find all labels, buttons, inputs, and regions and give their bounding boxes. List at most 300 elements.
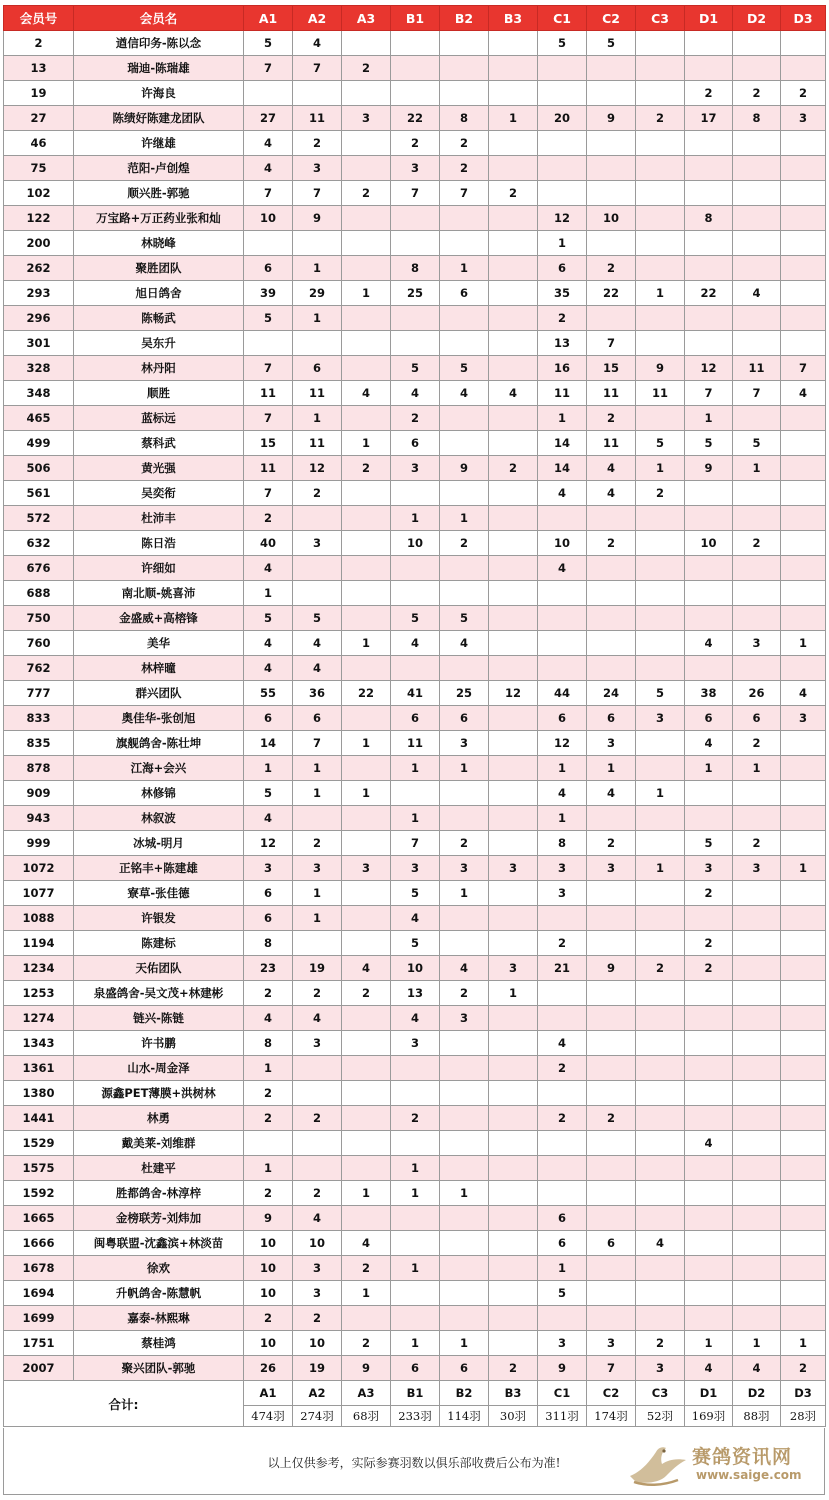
count-cell (781, 1081, 826, 1106)
count-cell: 1 (293, 306, 342, 331)
count-cell: 1 (391, 1156, 440, 1181)
count-cell (342, 506, 391, 531)
table-row (4, 481, 826, 506)
count-cell: 2 (293, 131, 342, 156)
member-name-cell: 许书鹏 (74, 1031, 244, 1056)
count-cell: 9 (538, 1356, 587, 1381)
count-cell (489, 1056, 538, 1081)
member-name-cell: 群兴团队 (74, 681, 244, 706)
count-cell (636, 756, 685, 781)
count-cell: 10 (685, 531, 733, 556)
count-cell: 7 (293, 731, 342, 756)
count-cell: 5 (636, 681, 685, 706)
count-cell: 2 (293, 831, 342, 856)
totals-code-cell: D2 (733, 1381, 781, 1406)
member-name-cell: 陈建标 (74, 931, 244, 956)
count-cell (685, 131, 733, 156)
count-cell (489, 1331, 538, 1356)
count-cell: 1 (636, 281, 685, 306)
count-cell (636, 81, 685, 106)
count-cell: 4 (293, 31, 342, 56)
count-cell (293, 1131, 342, 1156)
count-cell: 6 (244, 906, 293, 931)
count-cell: 11 (636, 381, 685, 406)
table-row (4, 756, 826, 781)
count-cell: 2 (440, 156, 489, 181)
count-cell (489, 581, 538, 606)
table-row (4, 531, 826, 556)
count-cell (489, 431, 538, 456)
count-cell (781, 131, 826, 156)
logo-url: www.saige.com (696, 1468, 802, 1482)
count-cell: 4 (538, 481, 587, 506)
count-cell: 2 (733, 731, 781, 756)
count-cell (781, 606, 826, 631)
count-cell: 2 (538, 306, 587, 331)
member-name-cell: 徐欢 (74, 1256, 244, 1281)
column-header: 会员号 (4, 6, 74, 31)
count-cell (440, 206, 489, 231)
count-cell: 3 (391, 156, 440, 181)
count-cell (293, 81, 342, 106)
count-cell: 1 (489, 106, 538, 131)
table-row (4, 1106, 826, 1131)
count-cell (733, 331, 781, 356)
count-cell (685, 1031, 733, 1056)
table-row (4, 31, 826, 56)
member-id-cell: 2 (4, 31, 74, 56)
count-cell (293, 506, 342, 531)
count-cell: 17 (685, 106, 733, 131)
count-cell: 6 (440, 1356, 489, 1381)
count-cell: 2 (587, 256, 636, 281)
count-cell: 6 (293, 706, 342, 731)
count-cell (733, 1081, 781, 1106)
count-cell: 2 (293, 481, 342, 506)
count-cell (440, 1306, 489, 1331)
count-cell (685, 331, 733, 356)
count-cell: 55 (244, 681, 293, 706)
count-cell (391, 781, 440, 806)
count-cell: 14 (538, 431, 587, 456)
count-cell: 2 (342, 56, 391, 81)
count-cell (440, 1056, 489, 1081)
count-cell: 1 (781, 1331, 826, 1356)
count-cell (293, 806, 342, 831)
count-cell (342, 831, 391, 856)
count-cell (538, 506, 587, 531)
header-row (4, 6, 826, 31)
count-cell (781, 281, 826, 306)
pigeon-logo-icon (626, 1442, 690, 1488)
count-cell (293, 556, 342, 581)
member-name-cell: 陈畅武 (74, 306, 244, 331)
count-cell: 10 (391, 531, 440, 556)
table-row (4, 206, 826, 231)
count-cell: 6 (293, 356, 342, 381)
count-cell (587, 506, 636, 531)
count-cell: 13 (538, 331, 587, 356)
count-cell (538, 906, 587, 931)
count-cell: 1 (391, 806, 440, 831)
count-cell: 4 (587, 456, 636, 481)
count-cell (293, 331, 342, 356)
count-cell: 4 (538, 781, 587, 806)
table-row (4, 831, 826, 856)
member-id-cell: 1072 (4, 856, 74, 881)
totals-value-cell: 114羽 (440, 1406, 489, 1427)
count-cell: 4 (733, 1356, 781, 1381)
count-cell: 2 (636, 956, 685, 981)
table-row (4, 1206, 826, 1231)
member-name-cell: 万宝路+万正药业张和灿 (74, 206, 244, 231)
member-id-cell: 835 (4, 731, 74, 756)
count-cell (636, 1006, 685, 1031)
totals-value-cell: 174羽 (587, 1406, 636, 1427)
count-cell: 10 (391, 956, 440, 981)
totals-value-cell: 233羽 (391, 1406, 440, 1427)
count-cell (587, 581, 636, 606)
member-name-cell: 冰城-明月 (74, 831, 244, 856)
totals-code-cell: A1 (244, 1381, 293, 1406)
count-cell (391, 56, 440, 81)
count-cell (733, 956, 781, 981)
member-id-cell: 1253 (4, 981, 74, 1006)
count-cell (685, 1256, 733, 1281)
member-id-cell: 1751 (4, 1331, 74, 1356)
count-cell: 4 (391, 381, 440, 406)
count-cell (733, 656, 781, 681)
count-cell (391, 331, 440, 356)
count-cell (781, 1281, 826, 1306)
count-cell (781, 431, 826, 456)
member-name-cell: 聚兴团队-郭驰 (74, 1356, 244, 1381)
count-cell: 1 (440, 1331, 489, 1356)
count-cell (636, 906, 685, 931)
count-cell (489, 831, 538, 856)
count-cell (538, 181, 587, 206)
count-cell (391, 1056, 440, 1081)
member-name-cell: 遒信印务-陈以念 (74, 31, 244, 56)
count-cell: 4 (293, 631, 342, 656)
count-cell (685, 181, 733, 206)
count-cell: 2 (636, 106, 685, 131)
count-cell: 3 (538, 1331, 587, 1356)
member-id-cell: 2007 (4, 1356, 74, 1381)
count-cell: 1 (538, 1256, 587, 1281)
count-cell (733, 1106, 781, 1131)
count-cell: 9 (293, 206, 342, 231)
count-cell (781, 256, 826, 281)
count-cell: 7 (685, 381, 733, 406)
count-cell: 1 (685, 756, 733, 781)
table-row (4, 1006, 826, 1031)
count-cell: 4 (685, 1356, 733, 1381)
count-cell (440, 781, 489, 806)
count-cell (538, 81, 587, 106)
count-cell: 2 (293, 1306, 342, 1331)
member-name-cell: 许银发 (74, 906, 244, 931)
count-cell: 4 (685, 1131, 733, 1156)
member-id-cell: 561 (4, 481, 74, 506)
count-cell (685, 1206, 733, 1231)
member-name-cell: 蔡桂鸿 (74, 1331, 244, 1356)
member-name-cell: 金盛威+高榕锋 (74, 606, 244, 631)
count-cell (781, 1156, 826, 1181)
count-cell: 8 (391, 256, 440, 281)
count-cell (391, 481, 440, 506)
count-cell (636, 1281, 685, 1306)
count-cell (733, 1006, 781, 1031)
count-cell: 22 (685, 281, 733, 306)
count-cell: 4 (440, 631, 489, 656)
count-cell (489, 881, 538, 906)
count-cell (733, 781, 781, 806)
count-cell: 10 (244, 206, 293, 231)
column-header: D2 (733, 6, 781, 31)
count-cell (685, 1306, 733, 1331)
count-cell (538, 1081, 587, 1106)
count-cell (781, 206, 826, 231)
count-cell: 12 (685, 356, 733, 381)
count-cell (636, 231, 685, 256)
count-cell (733, 1306, 781, 1331)
count-cell (685, 1281, 733, 1306)
count-cell (685, 1081, 733, 1106)
member-id-cell: 301 (4, 331, 74, 356)
count-cell: 2 (244, 1081, 293, 1106)
count-cell (489, 1106, 538, 1131)
count-cell (489, 1281, 538, 1306)
count-cell: 1 (244, 1056, 293, 1081)
member-id-cell: 833 (4, 706, 74, 731)
member-name-cell: 江海+会兴 (74, 756, 244, 781)
totals-code-cell: A3 (342, 1381, 391, 1406)
member-name-cell: 嘉泰-林熙琳 (74, 1306, 244, 1331)
count-cell (636, 156, 685, 181)
count-cell (391, 1081, 440, 1106)
member-name-cell: 闽粤联盟-沈鑫滨+林淡苗 (74, 1231, 244, 1256)
count-cell (489, 356, 538, 381)
count-cell (781, 581, 826, 606)
count-cell (733, 581, 781, 606)
count-cell (489, 281, 538, 306)
count-cell (440, 1131, 489, 1156)
count-cell (342, 931, 391, 956)
count-cell (489, 556, 538, 581)
member-id-cell: 999 (4, 831, 74, 856)
count-cell: 10 (244, 1256, 293, 1281)
count-cell (342, 306, 391, 331)
count-cell: 2 (587, 831, 636, 856)
count-cell: 10 (293, 1231, 342, 1256)
count-cell: 1 (538, 406, 587, 431)
count-cell: 3 (293, 1281, 342, 1306)
totals-code-cell: A2 (293, 1381, 342, 1406)
count-cell: 4 (685, 631, 733, 656)
count-cell: 3 (587, 856, 636, 881)
table-row (4, 156, 826, 181)
count-cell: 1 (636, 456, 685, 481)
count-cell (391, 1231, 440, 1256)
count-cell: 4 (636, 1231, 685, 1256)
totals-code-cell: C1 (538, 1381, 587, 1406)
count-cell (342, 1081, 391, 1106)
count-cell: 5 (440, 606, 489, 631)
count-cell (391, 656, 440, 681)
member-name-cell: 林丹阳 (74, 356, 244, 381)
count-cell: 7 (293, 56, 342, 81)
count-cell (781, 181, 826, 206)
count-cell (489, 931, 538, 956)
count-cell (489, 1031, 538, 1056)
count-cell: 12 (489, 681, 538, 706)
count-cell (440, 656, 489, 681)
column-header: B2 (440, 6, 489, 31)
count-cell (538, 606, 587, 631)
count-cell (489, 31, 538, 56)
count-cell: 27 (244, 106, 293, 131)
count-cell (489, 731, 538, 756)
count-cell: 3 (587, 731, 636, 756)
count-cell (538, 631, 587, 656)
count-cell: 1 (781, 856, 826, 881)
member-name-cell: 黄光强 (74, 456, 244, 481)
member-name-cell: 林叙波 (74, 806, 244, 831)
count-cell: 2 (489, 456, 538, 481)
totals-value-cell: 68羽 (342, 1406, 391, 1427)
count-cell (440, 231, 489, 256)
count-cell: 1 (733, 456, 781, 481)
count-cell (733, 1256, 781, 1281)
member-name-cell: 旗舰鸽舍-陈壮坤 (74, 731, 244, 756)
count-cell (342, 606, 391, 631)
count-cell: 7 (244, 356, 293, 381)
count-cell (440, 581, 489, 606)
count-cell: 7 (244, 406, 293, 431)
count-cell: 4 (587, 781, 636, 806)
count-cell (489, 906, 538, 931)
totals-section (4, 1381, 826, 1427)
count-cell (538, 581, 587, 606)
member-id-cell: 762 (4, 656, 74, 681)
count-cell: 3 (489, 856, 538, 881)
count-cell (440, 431, 489, 456)
count-cell (440, 806, 489, 831)
count-cell: 2 (781, 1356, 826, 1381)
count-cell: 25 (440, 681, 489, 706)
member-id-cell: 1380 (4, 1081, 74, 1106)
count-cell (733, 1231, 781, 1256)
count-cell: 10 (244, 1331, 293, 1356)
table-row (4, 106, 826, 131)
count-cell (733, 1031, 781, 1056)
count-cell (781, 931, 826, 956)
count-cell: 6 (440, 706, 489, 731)
table-row (4, 731, 826, 756)
member-id-cell: 75 (4, 156, 74, 181)
count-cell: 2 (293, 1181, 342, 1206)
count-cell: 9 (685, 456, 733, 481)
member-id-cell: 102 (4, 181, 74, 206)
count-cell (489, 706, 538, 731)
logo-name: 赛鸽资讯网 (692, 1446, 793, 1468)
count-cell (244, 331, 293, 356)
count-cell (685, 581, 733, 606)
count-cell: 3 (342, 106, 391, 131)
count-cell (342, 756, 391, 781)
count-cell: 3 (489, 956, 538, 981)
member-id-cell: 1194 (4, 931, 74, 956)
count-cell: 2 (342, 981, 391, 1006)
totals-code-cell: B2 (440, 1381, 489, 1406)
count-cell (293, 1056, 342, 1081)
count-cell (489, 1081, 538, 1106)
table-row (4, 806, 826, 831)
count-cell (587, 1056, 636, 1081)
count-cell (636, 406, 685, 431)
totals-code-cell: C2 (587, 1381, 636, 1406)
count-cell: 15 (244, 431, 293, 456)
table-row (4, 631, 826, 656)
count-cell (733, 406, 781, 431)
member-name-cell: 戴美莱-刘维群 (74, 1131, 244, 1156)
count-cell: 23 (244, 956, 293, 981)
site-logo (626, 1440, 802, 1488)
count-cell: 2 (244, 981, 293, 1006)
table-row (4, 306, 826, 331)
count-cell: 3 (391, 456, 440, 481)
count-cell: 4 (244, 656, 293, 681)
count-cell (781, 1056, 826, 1081)
count-cell: 1 (244, 1156, 293, 1181)
totals-code-cell: D1 (685, 1381, 733, 1406)
member-id-cell: 262 (4, 256, 74, 281)
count-cell: 11 (244, 381, 293, 406)
member-name-cell: 吴奕衔 (74, 481, 244, 506)
count-cell (489, 756, 538, 781)
count-cell (538, 1131, 587, 1156)
count-cell (636, 206, 685, 231)
totals-value-cell: 274羽 (293, 1406, 342, 1427)
table-row (4, 231, 826, 256)
count-cell: 3 (342, 856, 391, 881)
count-cell (636, 131, 685, 156)
count-cell (781, 556, 826, 581)
member-name-cell: 杜建平 (74, 1156, 244, 1181)
count-cell: 12 (538, 206, 587, 231)
member-name-cell: 天佑团队 (74, 956, 244, 981)
member-id-cell: 1592 (4, 1181, 74, 1206)
count-cell (342, 231, 391, 256)
count-cell: 5 (244, 606, 293, 631)
count-cell (342, 581, 391, 606)
count-cell: 9 (440, 456, 489, 481)
count-cell (538, 1181, 587, 1206)
count-cell (685, 306, 733, 331)
member-name-cell: 许细如 (74, 556, 244, 581)
count-cell (733, 906, 781, 931)
count-cell: 1 (538, 231, 587, 256)
count-cell: 10 (244, 1231, 293, 1256)
count-cell: 1 (293, 406, 342, 431)
count-cell: 22 (342, 681, 391, 706)
totals-value-cell: 52羽 (636, 1406, 685, 1427)
count-cell (342, 1156, 391, 1181)
totals-code-cell: B3 (489, 1381, 538, 1406)
totals-codes-row (4, 1381, 826, 1406)
count-cell: 2 (489, 1356, 538, 1381)
